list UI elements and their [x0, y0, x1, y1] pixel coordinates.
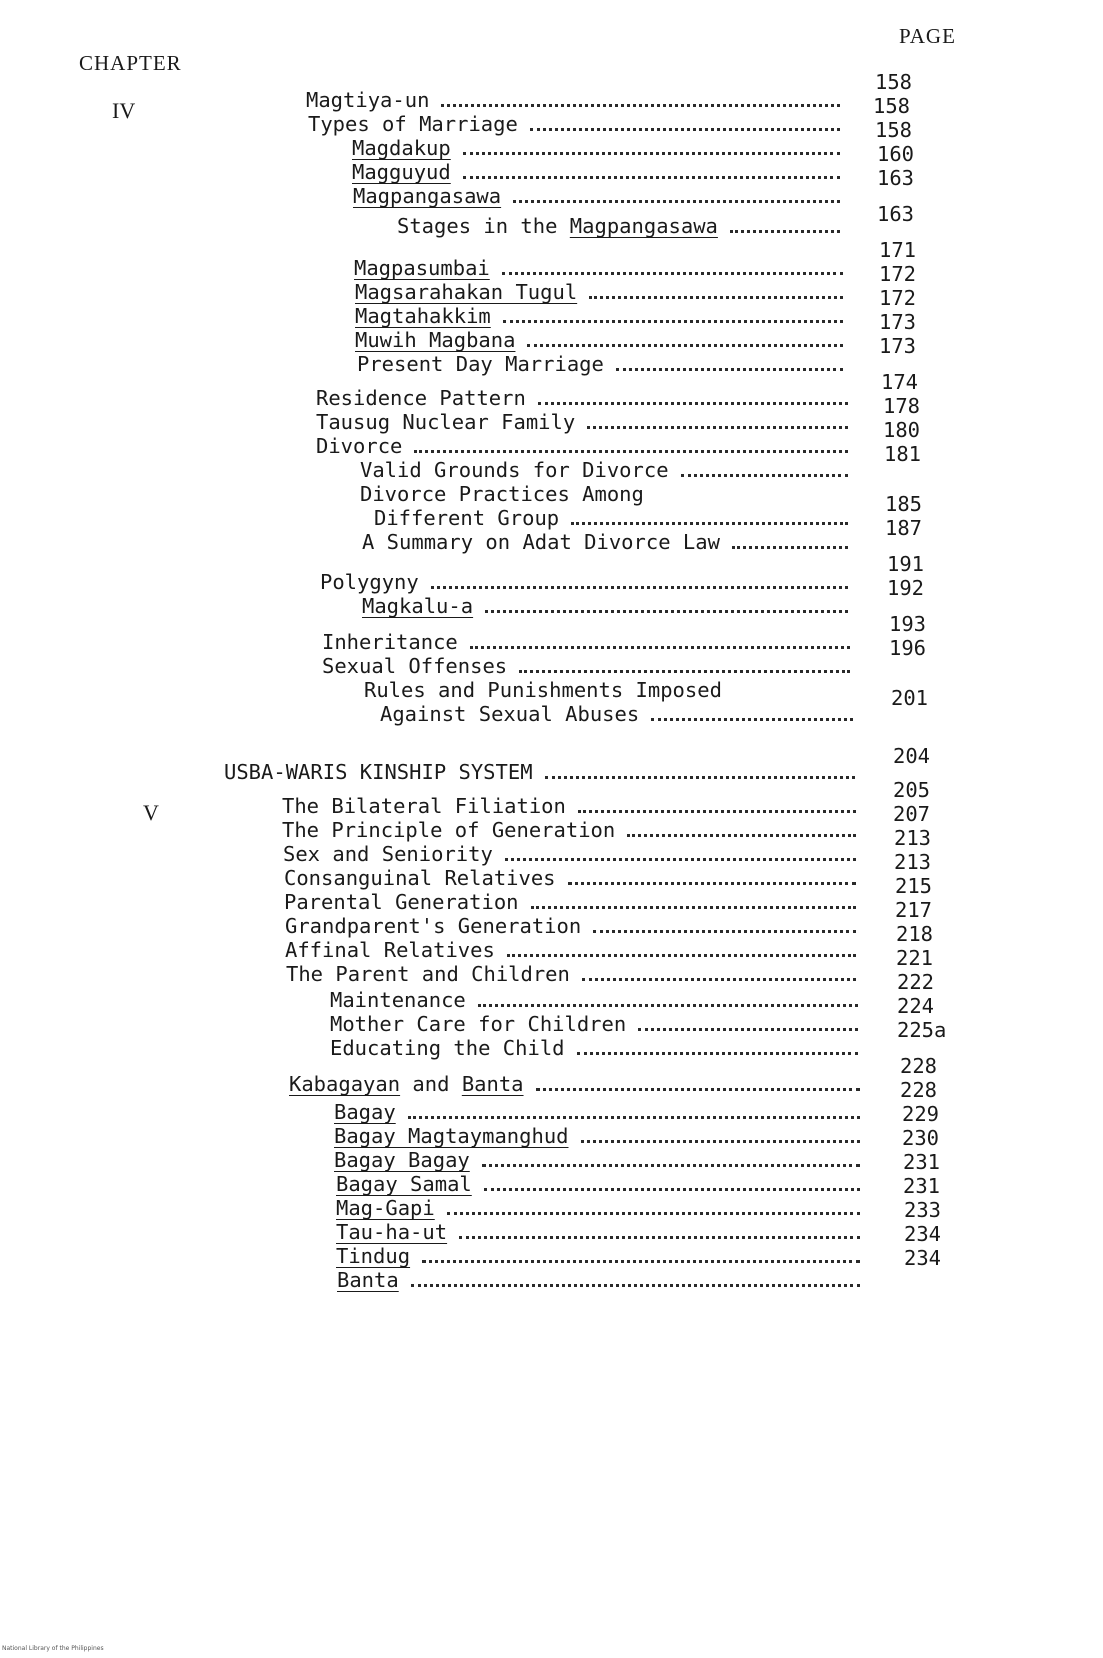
- dot-leader: [459, 1232, 860, 1239]
- page-number: 174: [881, 370, 919, 394]
- chapter-number-iv: IV: [112, 98, 136, 123]
- toc-entry-text: Rules and Punishments Imposed: [364, 678, 722, 702]
- toc-entry-underlined-term: Muwih Magbana: [355, 328, 516, 352]
- dot-leader: [527, 340, 843, 347]
- library-footer: National Library of the Philippines: [2, 1645, 104, 1652]
- page-number: 213: [894, 850, 932, 874]
- page-number: 233: [904, 1198, 942, 1222]
- toc-entry-text: The Principle of Generation: [282, 818, 616, 842]
- dot-leader: [503, 316, 843, 323]
- dot-leader: [545, 772, 855, 779]
- dot-leader: [441, 100, 840, 107]
- toc-entry-underlined-term: Bagay Magtaymanghud: [334, 1124, 569, 1148]
- dot-leader: [505, 854, 856, 861]
- dot-leader: [502, 268, 843, 275]
- dot-leader: [627, 830, 856, 837]
- toc-entry: [334, 1124, 860, 1148]
- dot-leader: [447, 1208, 860, 1215]
- dot-leader: [408, 1112, 860, 1119]
- dot-leader: [536, 1084, 860, 1091]
- dot-leader: [431, 582, 848, 589]
- toc-entry-text: Tausug Nuclear Family: [316, 410, 576, 434]
- toc-entry-text: Educating the Child: [330, 1036, 565, 1060]
- toc-entry-underlined-term: Kabagayan: [289, 1072, 401, 1096]
- toc-entry: [334, 1100, 860, 1124]
- toc-entry-underlined-term: Bagay Samal: [336, 1172, 472, 1196]
- toc-entry: [352, 160, 840, 184]
- page-number: 171: [879, 238, 917, 262]
- dot-leader: [414, 446, 848, 453]
- toc-entry-text: Grandparent's Generation: [285, 914, 582, 938]
- toc-entry: [336, 1220, 860, 1244]
- dot-leader: [589, 292, 843, 299]
- toc-entry-underlined-term: Banta: [337, 1268, 399, 1292]
- toc-entry-underlined-term: Mag-Gapi: [336, 1196, 435, 1220]
- page-number: 201: [891, 686, 929, 710]
- dot-leader: [582, 974, 856, 981]
- toc-entry: [284, 866, 856, 890]
- toc-entry: [308, 112, 840, 136]
- toc-entry: [355, 328, 843, 352]
- page-number: 172: [879, 262, 917, 286]
- dot-leader: [581, 1136, 861, 1143]
- page-number: 222: [897, 970, 935, 994]
- toc-entry: [316, 434, 848, 458]
- dot-leader: [538, 398, 848, 405]
- toc-entry: [337, 1268, 860, 1292]
- page-number: 225a: [897, 1018, 947, 1042]
- page-number: 231: [903, 1150, 941, 1174]
- page-number: 158: [873, 94, 911, 118]
- page-number: 207: [893, 802, 931, 826]
- page-number: 172: [879, 286, 917, 310]
- dot-leader: [730, 226, 840, 233]
- page-number: 234: [904, 1246, 942, 1270]
- toc-entry: [330, 988, 858, 1012]
- toc-entry-text: Parental Generation: [284, 890, 519, 914]
- page-number: 228: [900, 1054, 938, 1078]
- page-number: 192: [887, 576, 925, 600]
- toc-entry: [380, 702, 853, 726]
- page-number: 191: [887, 552, 925, 576]
- page-number: 224: [897, 994, 935, 1018]
- page-number: 173: [879, 334, 917, 358]
- page-number: 229: [902, 1102, 940, 1126]
- toc-entry: [354, 256, 843, 280]
- page-number: 158: [875, 70, 913, 94]
- page-number: 234: [904, 1222, 942, 1246]
- dot-leader: [616, 364, 843, 371]
- toc-entry-underlined-term: Bagay: [334, 1100, 396, 1124]
- page-number: 196: [889, 636, 927, 660]
- toc-entry: [355, 304, 843, 328]
- toc-entry: [224, 760, 855, 784]
- toc-entry-text: Against Sexual Abuses: [380, 702, 640, 726]
- toc-entry: [352, 136, 840, 160]
- toc-entry: [362, 594, 848, 618]
- dot-leader: [470, 642, 850, 649]
- toc-entry-underlined-term: Magkalu-a: [362, 594, 474, 618]
- toc-entry: [286, 962, 856, 986]
- toc-entry-text: Residence Pattern: [316, 386, 526, 410]
- toc-entry-text: Types of Marriage: [308, 112, 518, 136]
- toc-entry: [334, 1148, 860, 1172]
- toc-entry: [282, 794, 856, 818]
- page-number: 173: [879, 310, 917, 334]
- toc-entry: [336, 1196, 860, 1220]
- dot-leader: [568, 878, 856, 885]
- toc-entry: [364, 678, 722, 702]
- toc-entry-text: Different Group: [374, 506, 560, 530]
- page-column-heading: PAGE: [899, 24, 956, 48]
- page-number: 218: [896, 922, 934, 946]
- toc-entry-text: Present Day Marriage: [357, 352, 604, 376]
- page-number: 213: [894, 826, 932, 850]
- page-number: 215: [895, 874, 933, 898]
- dot-leader: [485, 606, 848, 613]
- toc-entry: [330, 1036, 858, 1060]
- toc-entry-text: Polygyny: [320, 570, 419, 594]
- dot-leader: [519, 666, 850, 673]
- toc-entry-underlined-term: Banta: [461, 1072, 524, 1096]
- page-number: 181: [884, 442, 922, 466]
- page-number: 158: [875, 118, 913, 142]
- page-number: 205: [893, 778, 931, 802]
- toc-entry: [362, 530, 848, 554]
- toc-entry: [360, 458, 848, 482]
- toc-entry: [355, 280, 843, 304]
- toc-entry-underlined-term: Tau-ha-ut: [336, 1220, 448, 1244]
- toc-entry-text: Affinal Relatives: [285, 938, 495, 962]
- toc-entry: [320, 570, 848, 594]
- dot-leader: [587, 422, 848, 429]
- toc-entry-underlined-term: Magpangasawa: [353, 184, 502, 208]
- page-number: 185: [885, 492, 923, 516]
- toc-entry: [306, 88, 840, 112]
- toc-entry-text: Sex and Seniority: [283, 842, 493, 866]
- page-number: 178: [883, 394, 921, 418]
- page-number: 221: [896, 946, 934, 970]
- toc-entry-underlined-term: Magguyud: [352, 160, 451, 184]
- chapter-column-heading: CHAPTER: [79, 51, 182, 75]
- page-number: 163: [877, 166, 915, 190]
- dot-leader: [482, 1160, 860, 1167]
- dot-leader: [571, 518, 848, 525]
- toc-entry-underlined-term: Magpasumbai: [354, 256, 490, 280]
- toc-entry-text: Mother Care for Children: [330, 1012, 627, 1036]
- dot-leader: [593, 926, 856, 933]
- toc-entry-text: Sexual Offenses: [322, 654, 508, 678]
- toc-entry: [289, 1072, 860, 1096]
- toc-entry-underlined-term: Magdakup: [352, 136, 451, 160]
- page-number: 228: [900, 1078, 938, 1102]
- page-number: 230: [902, 1126, 940, 1150]
- toc-entry: [283, 842, 856, 866]
- toc-entry-underlined-term: Bagay Bagay: [334, 1148, 470, 1172]
- page-number: 193: [889, 612, 927, 636]
- toc-entry-text: Divorce: [316, 434, 403, 458]
- toc-entry: [322, 654, 850, 678]
- page-number: 217: [895, 898, 933, 922]
- page-number: 187: [885, 516, 923, 540]
- toc-entry-text: Consanguinal Relatives: [284, 866, 556, 890]
- toc-entry-text: The Bilateral Filiation: [282, 794, 566, 818]
- toc-entry: [285, 914, 856, 938]
- dot-leader: [422, 1256, 860, 1263]
- dot-leader: [478, 1000, 858, 1007]
- toc-entry-text: and: [400, 1072, 462, 1096]
- toc-entry: [336, 1172, 860, 1196]
- dot-leader: [638, 1024, 858, 1031]
- dot-leader: [507, 950, 856, 957]
- toc-entry: [284, 890, 856, 914]
- toc-entry: [397, 214, 840, 238]
- page-number: 163: [877, 202, 915, 226]
- dot-leader: [577, 1048, 859, 1055]
- toc-entry-text: Magtiya-un: [306, 88, 430, 112]
- page-number: 204: [893, 744, 931, 768]
- toc-entry-underlined-term: Magsarahakan Tugul: [355, 280, 578, 304]
- chapter-number-v: V: [143, 800, 159, 825]
- dot-leader: [732, 542, 848, 549]
- toc-entry-underlined-term: Magpangasawa: [569, 214, 718, 238]
- dot-leader: [651, 714, 853, 721]
- page-number: 180: [883, 418, 921, 442]
- toc-entry-text: The Parent and Children: [286, 962, 570, 986]
- dot-leader: [530, 124, 840, 131]
- toc-entry: [316, 410, 848, 434]
- toc-entry-underlined-term: Magtahakkim: [355, 304, 491, 328]
- toc-entry: [353, 184, 840, 208]
- toc-entry: [322, 630, 850, 654]
- toc-entry-text: A Summary on Adat Divorce Law: [362, 530, 720, 554]
- toc-entry: [282, 818, 856, 842]
- toc-entry-text: Stages in the: [397, 214, 570, 238]
- dot-leader: [463, 172, 840, 179]
- dot-leader: [484, 1184, 860, 1191]
- toc-entry: [374, 506, 848, 530]
- dot-leader: [411, 1280, 860, 1287]
- toc-entry-text: Inheritance: [322, 630, 458, 654]
- dot-leader: [578, 806, 856, 813]
- dot-leader: [513, 196, 840, 203]
- toc-entry: [360, 482, 644, 506]
- toc-entry: [336, 1244, 860, 1268]
- page-number: 231: [903, 1174, 941, 1198]
- page-number: 160: [877, 142, 915, 166]
- toc-entry: [357, 352, 843, 376]
- toc-entry: [285, 938, 856, 962]
- toc-entry-text: USBA-WARIS KINSHIP SYSTEM: [224, 760, 533, 784]
- toc-entry-underlined-term: Tindug: [336, 1244, 411, 1268]
- dot-leader: [463, 148, 840, 155]
- dot-leader: [531, 902, 857, 909]
- toc-entry: [330, 1012, 858, 1036]
- toc-entry: [316, 386, 848, 410]
- dot-leader: [681, 470, 848, 477]
- toc-entry-text: Maintenance: [330, 988, 466, 1012]
- toc-entry-text: Divorce Practices Among: [360, 482, 644, 506]
- toc-entry-text: Valid Grounds for Divorce: [360, 458, 669, 482]
